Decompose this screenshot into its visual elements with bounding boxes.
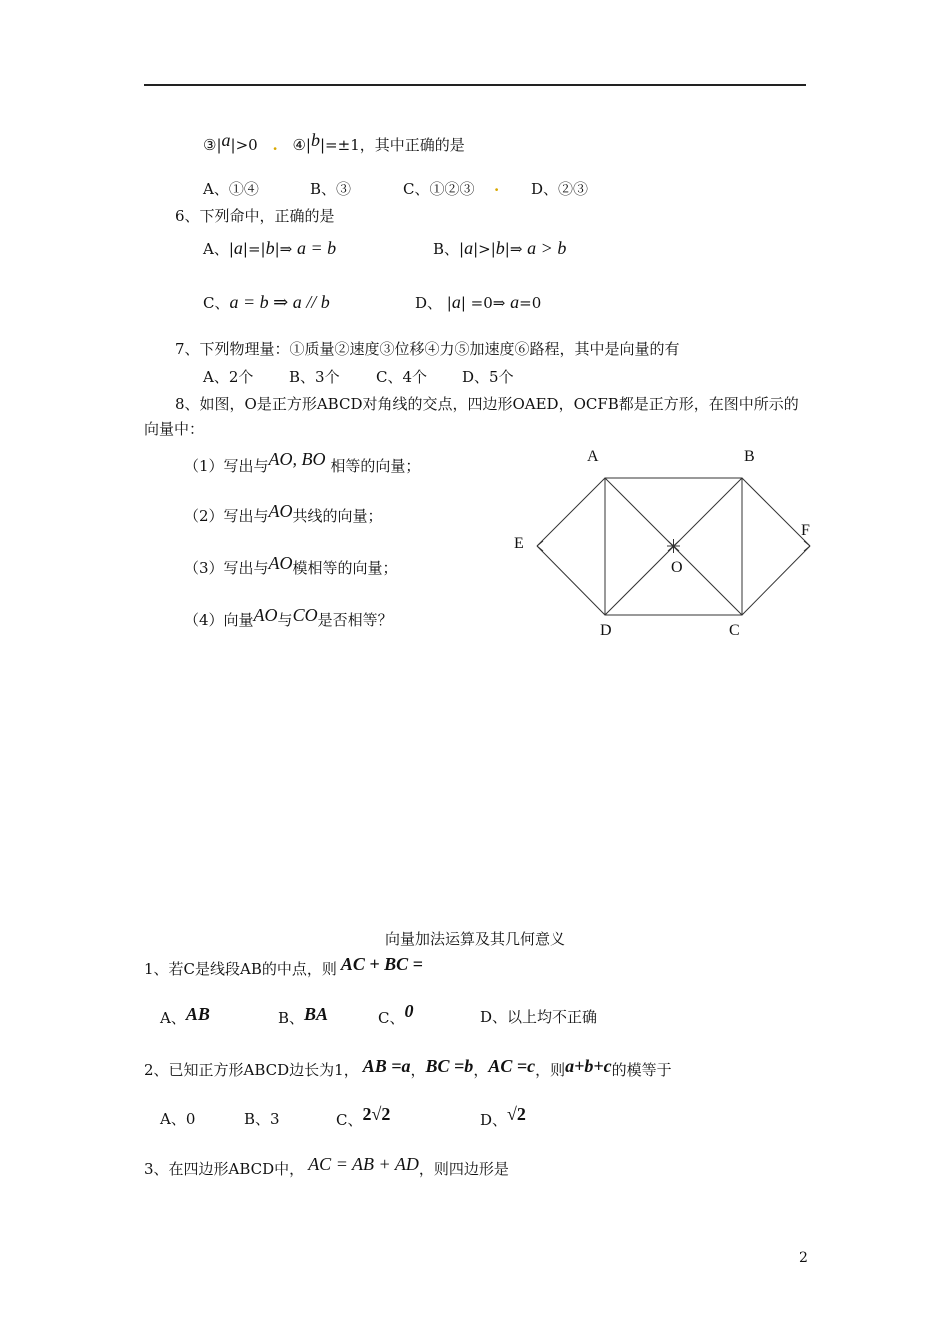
q5-line: ③|a|>0 . ④|b|=±1，其中正确的是 <box>203 130 465 154</box>
q6-option-c: C、a = b ⇒ a // b <box>203 292 330 312</box>
label-o: O <box>671 559 683 576</box>
q6-option-b: B、|a|>|b|⇒ a > b <box>433 238 567 258</box>
square-diagram <box>510 445 820 645</box>
q6-option-d: D、 |a| =0⇒ a=0 <box>415 292 542 312</box>
q8-stem-line1: 8、如图，O是正方形ABCD对角线的交点，四边形OAED，OCFB都是正方形，在图中所示的 <box>175 395 799 413</box>
edge-bf <box>742 478 810 546</box>
p2-stem: 2、已知正方形ABCD边长为1， AB =a，BC =b，AC =c，则a+b+c的模等于 <box>144 1056 672 1079</box>
p1-option-b: B、BA <box>278 1004 329 1027</box>
q8-sub-2: （2）写出与AO共线的向量； <box>184 501 383 525</box>
p1-stem: 1、若C是线段AB的中点，则 AC + BC = <box>144 954 423 978</box>
edge-fc <box>742 546 810 615</box>
label-b: B <box>744 448 755 465</box>
q6-option-a: A、|a|=|b|⇒ a = b <box>203 238 337 258</box>
q6-stem: 6、下列命中，正确的是 <box>175 207 335 225</box>
q5-option-d: D、②③ <box>531 180 589 198</box>
q8-sub-3: （3）写出与AO模相等的向量； <box>184 553 398 577</box>
page-number: 2 <box>799 1250 808 1266</box>
p3-stem: 3、在四边形ABCD中， AC = AB + AD，则四边形是 <box>144 1154 509 1178</box>
p2-option-b: B、3 <box>244 1110 280 1128</box>
edge-ae <box>537 478 605 546</box>
q5-option-a: A、①④ <box>203 180 259 198</box>
label-c: C <box>729 622 740 639</box>
q5-option-c: C、①②③ <box>403 180 475 198</box>
decor-dot: . <box>494 177 500 195</box>
q8-stem-line2: 向量中： <box>144 420 205 438</box>
edge-ed <box>537 546 605 615</box>
label-d: D <box>600 622 612 639</box>
p2-option-d: D、√2 <box>480 1104 526 1129</box>
q7-option-a: A、2个 <box>203 368 254 386</box>
label-e: E <box>514 535 524 552</box>
q5-option-b: B、③ <box>310 180 352 198</box>
label-a: A <box>587 448 599 465</box>
q7-stem: 7、下列物理量：①质量②速度③位移④力⑤加速度⑥路程，其中是向量的有 <box>175 340 680 358</box>
label-f: F <box>801 522 810 539</box>
header-rule <box>144 84 806 86</box>
section-title: 向量加法运算及其几何意义 <box>384 930 565 948</box>
p1-option-c: C、0 <box>378 1001 414 1027</box>
q8-sub-4: （4）向量AO与CO是否相等？ <box>184 605 393 629</box>
p2-option-c: C、2√2 <box>336 1104 391 1129</box>
q7-option-c: C、4个 <box>376 368 428 386</box>
q7-option-d: D、5个 <box>462 368 514 386</box>
q8-sub-1: （1）写出与AO, BO 相等的向量； <box>184 449 421 475</box>
p1-option-a: A、AB <box>160 1004 210 1027</box>
q7-option-b: B、3个 <box>289 368 340 386</box>
p2-option-a: A、0 <box>160 1110 196 1128</box>
p1-option-d: D、以上均不正确 <box>480 1008 598 1026</box>
